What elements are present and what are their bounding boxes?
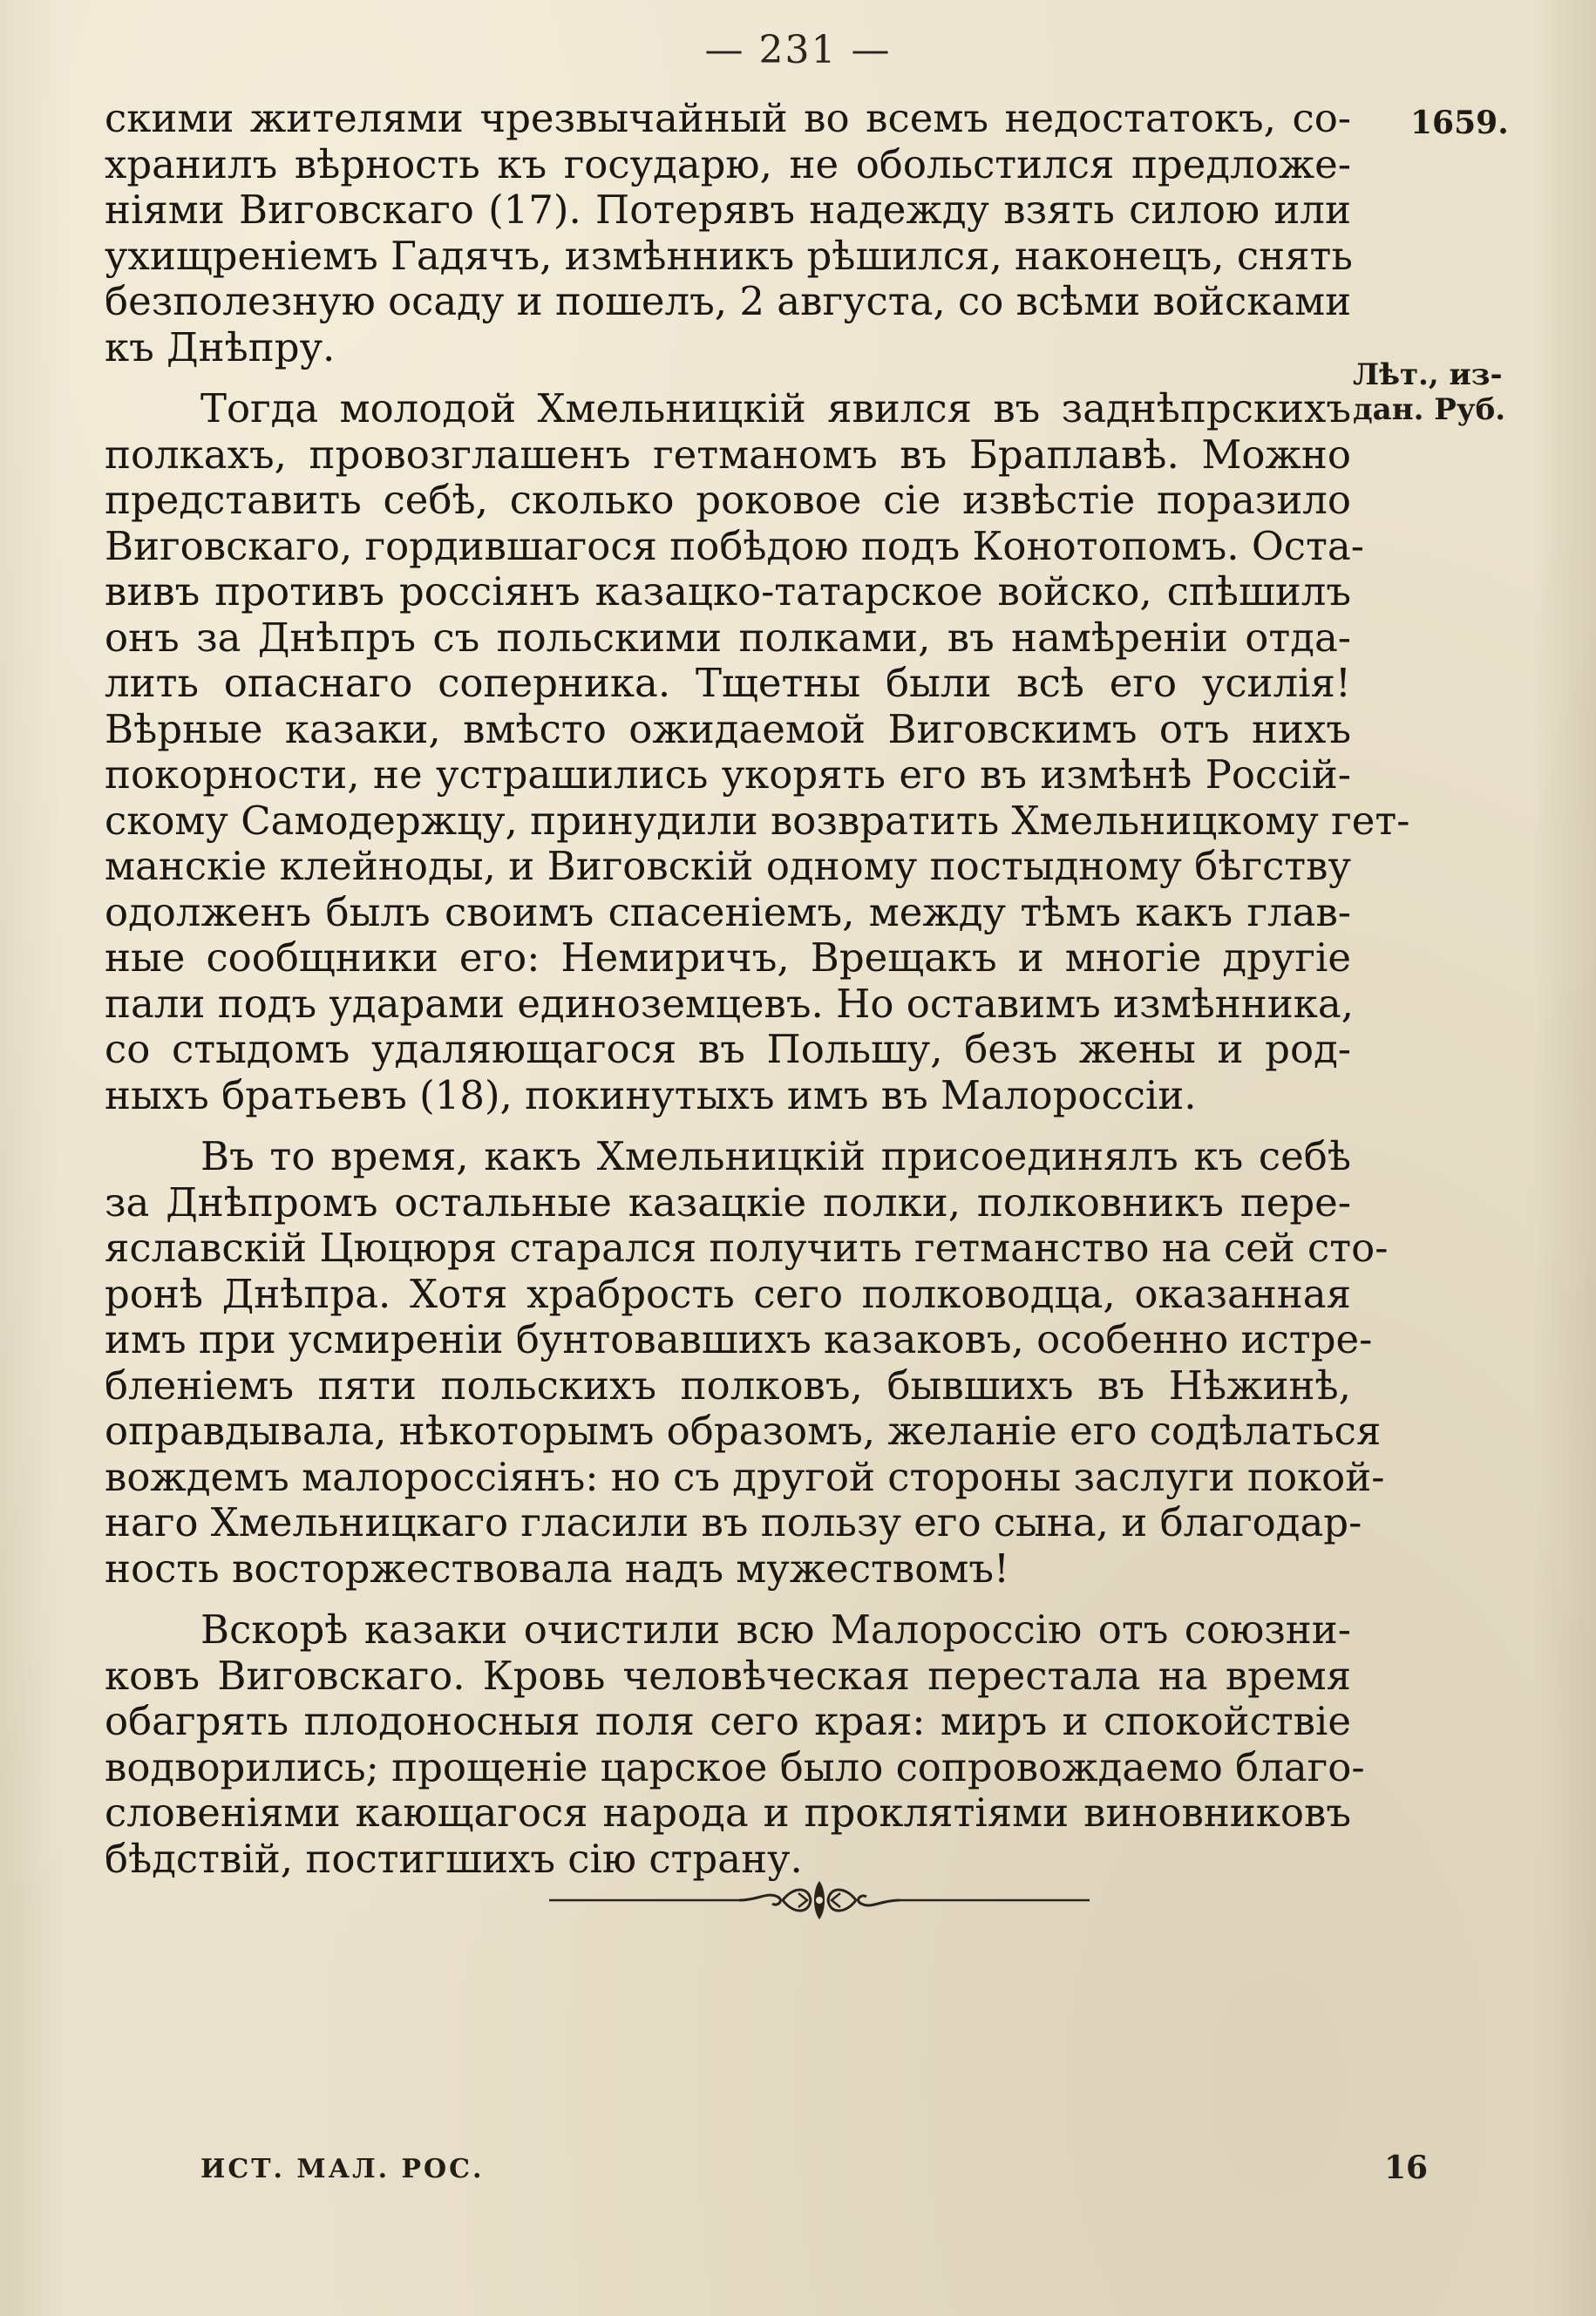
text-line: полкахъ, провозглашенъ гетманомъ въ Браплавѣ. Можно — [105, 431, 1351, 478]
text-line: ковъ Виговскаго. Кровь человѣческая перестала на время — [105, 1652, 1351, 1699]
text-line: Виговскаго, гордившагося побѣдою подъ Конотопомъ. Оста- — [105, 522, 1364, 569]
text-line: Вѣрные казаки, вмѣсто ожидаемой Виговскимъ отъ нихъ — [105, 705, 1351, 752]
text-line: оправдывала, нѣкоторымъ образомъ, желаніе его содѣлаться — [105, 1408, 1382, 1454]
text-line: за Днѣпромъ остальные казацкіе полки, полковникъ пере- — [105, 1178, 1351, 1226]
text-line: наго Хмельницкаго гласили въ пользу его сына, и благодар- — [105, 1499, 1362, 1545]
text-line: Тогда молодой Хмельницкій явился въ заднѣпрскихъ — [200, 385, 1351, 431]
text-line: ухищреніемъ Гадячъ, измѣнникъ рѣшился, наконецъ, снять — [105, 232, 1353, 279]
text-line: имъ при усмиреніи бунтовавшихъ казаковъ, особенно истре- — [105, 1316, 1373, 1362]
margin-chronicle-line: дан. Руб. — [1353, 392, 1506, 427]
text-line: скими жителями чрезвычайный во всемъ недостатокъ, со- — [105, 95, 1351, 141]
text-line: онъ за Днѣпръ съ польскими полками, въ намѣреніи отда- — [105, 614, 1351, 661]
paragraph — [105, 96, 1351, 370]
paragraph — [105, 385, 1410, 1118]
text-line: скому Самодержцу, принудили возвратить Хмельницкому гет- — [105, 797, 1410, 844]
text-line: покорности, не устрашились укорять его въ измѣнѣ Россій- — [105, 751, 1351, 798]
paragraph — [105, 1606, 1365, 1882]
text-line: обагрять плодоносныя поля сего края: миръ и спокойствіе — [105, 1698, 1351, 1744]
text-line: ныхъ братьевъ (18), покинутыхъ имъ въ Малороссіи. — [105, 1071, 1197, 1118]
text-line: манскіе клейноды, и Виговскій одному постыдному бѣгству — [105, 843, 1351, 889]
text-line: ніями Виговскаго (17). Потерявъ надежду взять силою или — [105, 187, 1351, 233]
text-line: ность восторжествовала надъ мужествомъ! — [105, 1545, 1010, 1592]
text-line: къ Днѣпру. — [105, 323, 336, 370]
text-line: вивъ противъ россіянъ казацко-татарское войско, спѣшилъ — [105, 568, 1351, 615]
page-number: — 231 — — [704, 28, 892, 72]
text-line: бленіемъ пяти польскихъ полковъ, бывшихъ въ Нѣжинѣ, — [105, 1362, 1351, 1409]
margin-chronicle-note — [1353, 357, 1505, 427]
margin-chronicle-line: Лѣт., из- — [1353, 357, 1503, 392]
text-line: Въ то время, какъ Хмельницкій присоединялъ къ себѣ — [200, 1133, 1351, 1179]
text-line: лить опаснаго соперника. Тщетны были всѣ его усилія! — [105, 660, 1351, 706]
text-line: со стыдомъ удаляющагося въ Польшу, безъ жены и род- — [105, 1026, 1351, 1072]
text-line: Вскорѣ казаки очистили всю Малороссію отъ союзни- — [200, 1606, 1351, 1653]
text-line: представить себѣ, сколько роковое сіе извѣстіе поразило — [105, 477, 1351, 523]
text-line: вождемъ малороссіянъ: но съ другой стороны заслуги покой- — [105, 1453, 1385, 1500]
sheet-number: 16 — [1384, 2150, 1429, 2186]
printer-signature: ИСТ. МАЛ. РОС. — [200, 2154, 485, 2184]
text-line: безполезную осаду и пошелъ, 2 августа, со всѣми войсками — [105, 278, 1352, 324]
margin-year-note: 1659. — [1410, 105, 1509, 141]
text-line: яславскій Цюцюря старался получить гетманство на сей сто- — [105, 1225, 1389, 1271]
text-line: одолженъ былъ своимъ спасеніемъ, между тѣмъ какъ глав- — [105, 888, 1351, 935]
paragraph — [105, 1133, 1389, 1592]
text-line: бѣдствій, постигшихъ сію страну. — [105, 1835, 803, 1882]
section-divider-ornament — [549, 1874, 1090, 1926]
text-line: хранилъ вѣрность къ государю, не обольстился предложе- — [105, 140, 1351, 187]
text-line: ронѣ Днѣпра. Хотя храбрость сего полководца, оказанная — [105, 1270, 1351, 1317]
text-line: водворились; прощеніе царское было сопровождаемо благо- — [105, 1743, 1365, 1790]
text-line: словеніями кающагося народа и проклятіями виновниковъ — [105, 1790, 1351, 1836]
body-text — [105, 95, 1410, 1882]
text-line: пали подъ ударами единоземцевъ. Но оставимъ измѣнника, — [105, 980, 1354, 1027]
text-line: ные сообщники его: Немиричъ, Врещакъ и многіе другіе — [105, 934, 1351, 981]
